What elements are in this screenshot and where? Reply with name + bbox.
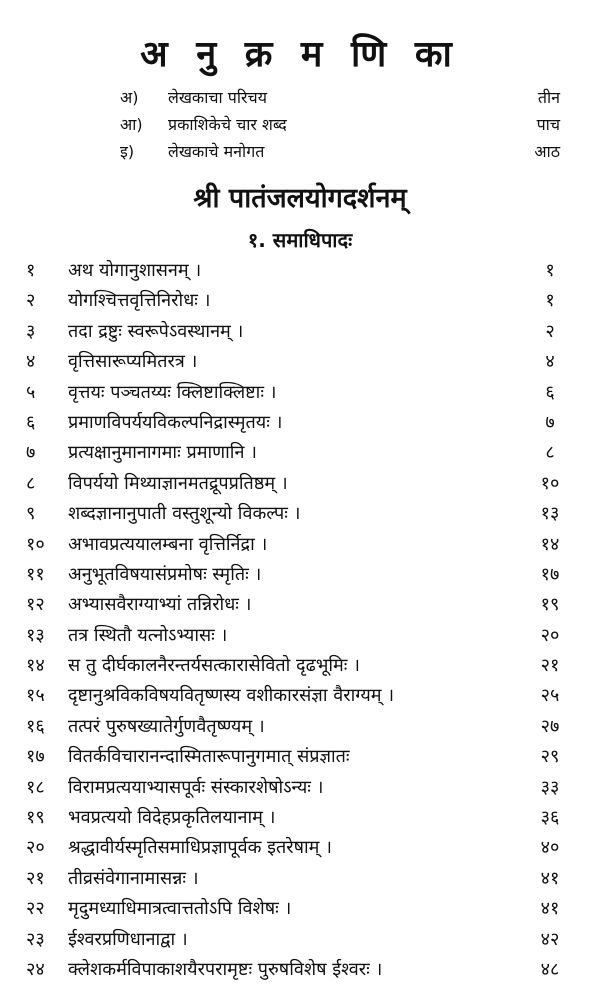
sutra-page-number: ३३	[540, 776, 560, 798]
intro-item-page: आठ	[534, 142, 560, 161]
sutra-page-number: ४८	[540, 958, 560, 980]
sutra-row	[0, 621, 600, 651]
intro-item	[120, 138, 560, 165]
sutra-text: मृदुमध्याधिमात्रत्वात्ततोऽपि विशेषः ।	[68, 898, 292, 920]
sutra-page-number: १४	[540, 533, 560, 555]
intro-list	[120, 84, 560, 165]
sutra-number: १७	[26, 746, 45, 768]
sutra-number: ४	[26, 351, 36, 373]
sutra-number: २२	[26, 898, 45, 920]
sutra-text: विरामप्रत्ययाभ्यासपूर्वः संस्कारशेषोऽन्यः ।	[68, 776, 324, 798]
sutra-row	[0, 378, 600, 408]
sutra-row	[0, 742, 600, 772]
sutra-number: २०	[26, 837, 45, 859]
sutra-text: तत्र स्थितौ यत्नोऽभ्यासः ।	[68, 624, 228, 646]
sutra-text: वृत्तयः पञ्चतय्यः क्लिष्टाक्लिष्टाः ।	[68, 381, 277, 403]
sutra-text: प्रमाणविपर्ययविकल्पनिद्रास्मृतयः ।	[68, 411, 283, 433]
sutra-number: ११	[26, 563, 45, 585]
sutra-number: ७	[26, 442, 36, 464]
sutra-number: १०	[26, 533, 45, 555]
sutra-row	[0, 681, 600, 711]
sutra-row	[0, 651, 600, 681]
sutra-text: श्रद्धावीर्यस्मृतिसमाधिप्रज्ञापूर्वक इतरेषाम् ।	[68, 837, 332, 859]
sutra-page-number: ८	[545, 442, 555, 464]
sutra-row	[0, 499, 600, 529]
intro-item-text: प्रकाशिकेचे चार शब्द	[168, 115, 287, 134]
sutra-number: ९	[26, 503, 36, 525]
sutra-row	[0, 530, 600, 560]
sutra-page-number: १३	[540, 503, 560, 525]
sutra-text: तीव्रसंवेगानामासन्नः ।	[68, 867, 199, 889]
intro-item-mark: इ)	[120, 142, 135, 161]
sutra-text: वितर्कविचारानन्दास्मितारूपानुगमात् संप्रज्ञातः	[68, 746, 350, 768]
sutra-row	[0, 408, 600, 438]
sutra-text: ईश्वरप्रणिधानाद्वा ।	[68, 928, 188, 950]
sutra-number: २	[26, 290, 36, 312]
sutra-page-number: ४०	[540, 837, 560, 859]
sutra-page-number: ३६	[540, 807, 560, 829]
sutra-text: वृत्तिसारूप्यमितरत्र ।	[68, 351, 198, 373]
sutra-number: १४	[26, 655, 45, 677]
sutra-text: प्रत्यक्षानुमानागमाः प्रमाणानि ।	[68, 442, 257, 464]
sutra-row	[0, 590, 600, 620]
sutra-number: १९	[26, 807, 45, 829]
sutra-row	[0, 317, 600, 347]
sutra-text: दृष्टानुश्रविकविषयवितृष्णस्य वशीकारसंज्ञा वैराग्यम् ।	[68, 685, 395, 707]
intro-item-page: पाच	[536, 115, 560, 134]
sutra-page-number: २१	[540, 655, 560, 677]
sutra-page-number: ४१	[540, 867, 560, 889]
sutra-number: २४	[26, 958, 45, 980]
sutra-page-number: १९	[540, 594, 560, 616]
sutra-page-number: ६	[545, 381, 555, 403]
sutra-page-number: ४२	[540, 928, 560, 950]
intro-item	[120, 111, 560, 138]
sutra-row	[0, 469, 600, 499]
intro-item-text: लेखकाचे मनोगत	[168, 142, 265, 161]
sutra-row	[0, 803, 600, 833]
sutra-text: अनुभूतविषयासंप्रमोषः स्मृतिः ।	[68, 563, 262, 585]
sutra-number: १२	[26, 594, 45, 616]
sutra-number: २१	[26, 867, 45, 889]
sutra-text: भवप्रत्ययो विदेहप्रकृतिलयानाम् ।	[68, 807, 276, 829]
sutra-page-number: २५	[540, 685, 560, 707]
book-title: श्री पातंजलयोगदर्शनम्	[193, 183, 407, 214]
chapter-title: १. समाधिपादः	[247, 228, 353, 252]
sutra-row	[0, 256, 600, 286]
sutra-page-number: १०	[540, 472, 560, 494]
intro-item-mark: अ)	[120, 88, 139, 107]
sutra-number: २३	[26, 928, 45, 950]
sutra-number: ३	[26, 320, 36, 342]
sutra-number: ५	[26, 381, 36, 403]
sutra-row	[0, 712, 600, 742]
sutra-row	[0, 347, 600, 377]
sutra-list	[0, 256, 600, 985]
sutra-row	[0, 955, 600, 985]
sutra-row	[0, 560, 600, 590]
sutra-number: ८	[26, 472, 36, 494]
sutra-text: अभ्यासवैराग्याभ्यां तन्निरोधः ।	[68, 594, 252, 616]
sutra-page-number: ७	[545, 411, 555, 433]
intro-item-text: लेखकाचा परिचय	[168, 88, 267, 107]
sutra-text: अथ योगानुशासनम् ।	[68, 260, 202, 281]
sutra-text: अभावप्रत्ययालम्बना वृत्तिर्निद्रा ।	[68, 533, 268, 555]
sutra-text: शब्दज्ञानानुपाती वस्तुशून्यो विकल्पः ।	[68, 503, 301, 525]
sutra-row	[0, 438, 600, 468]
sutra-row	[0, 773, 600, 803]
sutra-row	[0, 864, 600, 894]
sutra-text: स तु दीर्घकालनैरन्तर्यसत्कारासेवितो दृढभूमिः ।	[68, 655, 360, 677]
sutra-page-number: २९	[540, 746, 560, 768]
sutra-page-number: २०	[540, 624, 560, 646]
sutra-page-number: २७	[540, 715, 560, 737]
sutra-number: १८	[26, 776, 45, 798]
sutra-text: क्लेशकर्मविपाकाशयैरपरामृष्टः पुरुषविशेष ईश्वरः ।	[68, 958, 383, 980]
sutra-number: ६	[26, 411, 36, 433]
sutra-text: तदा द्रष्टुः स्वरूपेऽवस्थानम् ।	[68, 320, 244, 342]
intro-item-page: तीन	[537, 88, 560, 107]
sutra-row	[0, 833, 600, 863]
sutra-page-number: १	[545, 290, 555, 312]
sutra-page-number: १	[545, 260, 555, 281]
intro-item	[120, 84, 560, 111]
sutra-row	[0, 286, 600, 316]
sutra-number: १५	[26, 685, 45, 707]
sutra-text: विपर्ययो मिथ्याज्ञानमतद्रूपप्रतिष्ठम् ।	[68, 472, 288, 494]
sutra-row	[0, 894, 600, 924]
intro-item-mark: आ)	[120, 115, 143, 134]
sutra-row	[0, 925, 600, 955]
sutra-number: १३	[26, 624, 45, 646]
sutra-text: तत्परं पुरुषख्यातेर्गुणवैतृष्ण्यम् ।	[68, 715, 265, 737]
sutra-text: योगश्चित्तवृत्तिनिरोधः ।	[68, 290, 211, 312]
sutra-page-number: ४	[545, 351, 555, 373]
sutra-number: १	[26, 260, 36, 281]
page-title: अ नु क्र म णि का	[140, 34, 460, 75]
sutra-number: १६	[26, 715, 45, 737]
sutra-page-number: ४१	[540, 898, 560, 920]
sutra-page-number: १७	[540, 563, 560, 585]
sutra-page-number: २	[545, 320, 555, 342]
